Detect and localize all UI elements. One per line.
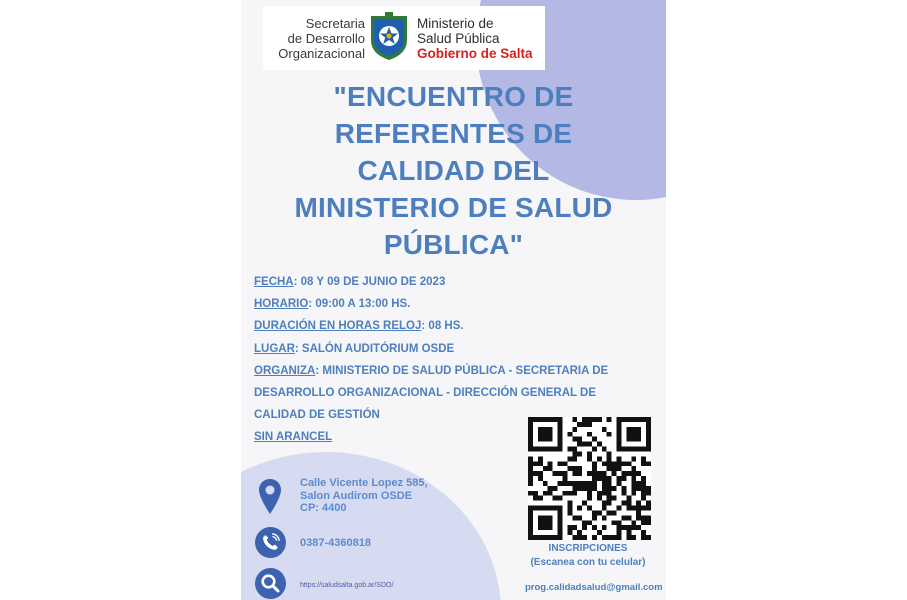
qr-module xyxy=(582,535,587,540)
fecha-value: : 08 Y 09 DE JUNIO DE 2023 xyxy=(293,276,446,288)
qr-module xyxy=(562,461,567,466)
qr-module xyxy=(617,520,622,525)
secretaria-line: Organizacional xyxy=(278,46,365,61)
qr-module xyxy=(626,535,631,540)
qr-module xyxy=(641,515,646,520)
qr-module xyxy=(607,466,612,471)
qr-module xyxy=(548,486,553,491)
qr-module xyxy=(572,481,577,486)
qr-module xyxy=(597,471,602,476)
qr-module xyxy=(602,427,607,432)
qr-module xyxy=(572,427,577,432)
qr-module xyxy=(577,530,582,535)
qr-module xyxy=(597,417,602,422)
website-link[interactable]: https://saludsalta.gob.ar/SDO/ xyxy=(300,582,394,589)
qr-module xyxy=(582,501,587,506)
ministerio-line: Ministerio de xyxy=(417,16,494,31)
qr-module xyxy=(567,466,572,471)
duracion-value: : 08 HS. xyxy=(421,320,464,333)
qr-module xyxy=(602,481,607,486)
qr-module xyxy=(597,476,602,481)
qr-module xyxy=(612,510,617,515)
qr-module xyxy=(607,491,612,496)
qr-module xyxy=(567,525,572,530)
qr-module xyxy=(528,466,533,471)
qr-module xyxy=(548,466,553,471)
qr-module xyxy=(602,491,607,496)
horario-value: : 09:00 A 13:00 HS. xyxy=(308,298,411,311)
qr-module xyxy=(538,471,543,476)
qr-module xyxy=(602,506,607,511)
qr-module xyxy=(621,461,626,466)
qr-module xyxy=(582,417,587,422)
qr-module xyxy=(582,486,587,491)
qr-module xyxy=(567,447,572,452)
qr-module xyxy=(646,520,651,525)
qr-module xyxy=(538,476,543,481)
qr-module xyxy=(587,417,592,422)
qr-module xyxy=(567,491,572,496)
qr-module xyxy=(572,451,577,456)
title-line: MINISTERIO DE SALUD xyxy=(294,192,613,223)
qr-module xyxy=(602,515,607,520)
qr-module xyxy=(572,491,577,496)
registration-qr-code xyxy=(528,417,651,540)
contact-email[interactable]: prog.calidadsalud@gmail.com xyxy=(525,582,663,593)
qr-module xyxy=(646,486,651,491)
qr-module xyxy=(631,525,636,530)
duracion-row xyxy=(254,315,654,337)
qr-module xyxy=(612,520,617,525)
qr-module xyxy=(602,525,607,530)
qr-module xyxy=(587,442,592,447)
qr-module xyxy=(592,535,597,540)
sin-arancel: SIN ARANCEL xyxy=(254,431,333,444)
title-line: CALIDAD DEL xyxy=(357,155,550,186)
phone-number: 0387-4360818 xyxy=(300,537,371,549)
qr-module xyxy=(538,461,543,466)
qr-module xyxy=(641,520,646,525)
qr-module xyxy=(636,471,641,476)
qr-module xyxy=(602,471,607,476)
qr-module xyxy=(572,471,577,476)
qr-module xyxy=(562,476,567,481)
qr-module xyxy=(597,442,602,447)
qr-module xyxy=(582,525,587,530)
duracion-label: DURACIÓN EN HORAS RELOJ xyxy=(254,320,422,333)
qr-module xyxy=(617,456,622,461)
inscripciones-title: INSCRIPCIONES xyxy=(548,543,628,554)
lugar-label: LUGAR xyxy=(254,342,295,355)
qr-module xyxy=(641,481,646,486)
qr-module xyxy=(592,471,597,476)
qr-module xyxy=(617,525,622,530)
address-line: Calle Vicente Lopez 585, xyxy=(300,477,428,489)
address-line: CP: 4400 xyxy=(300,502,347,514)
qr-module xyxy=(558,481,563,486)
qr-module xyxy=(587,486,592,491)
horario-label: HORARIO xyxy=(254,298,309,311)
qr-module xyxy=(607,481,612,486)
qr-module xyxy=(621,471,626,476)
inscripciones-block xyxy=(518,542,658,570)
qr-module xyxy=(631,471,636,476)
qr-module xyxy=(538,496,543,501)
qr-module xyxy=(597,530,602,535)
qr-module xyxy=(592,515,597,520)
title-line: "ENCUENTRO DE xyxy=(333,81,574,112)
qr-module xyxy=(533,461,538,466)
qr-module xyxy=(577,515,582,520)
location-pin-icon xyxy=(258,478,282,515)
qr-module xyxy=(631,481,636,486)
qr-module xyxy=(597,456,602,461)
qr-module xyxy=(607,535,612,540)
qr-module xyxy=(607,486,612,491)
qr-module xyxy=(636,506,641,511)
qr-module xyxy=(641,476,646,481)
qr-module xyxy=(572,515,577,520)
qr-module xyxy=(607,417,612,422)
qr-module xyxy=(592,447,597,452)
qr-module xyxy=(612,461,617,466)
qr-module xyxy=(617,481,622,486)
qr-module xyxy=(543,491,548,496)
qr-module xyxy=(607,476,612,481)
qr-module xyxy=(592,525,597,530)
event-title xyxy=(251,78,656,263)
qr-module xyxy=(631,456,636,461)
qr-module xyxy=(607,501,612,506)
qr-module xyxy=(538,515,553,530)
qr-module xyxy=(582,422,587,427)
qr-module xyxy=(572,525,577,530)
address xyxy=(300,477,428,515)
qr-module xyxy=(612,486,617,491)
qr-module xyxy=(621,476,626,481)
qr-module xyxy=(612,535,617,540)
qr-module xyxy=(553,471,558,476)
qr-module xyxy=(533,491,538,496)
secretaria-logo-text xyxy=(267,16,365,61)
qr-module xyxy=(626,525,631,530)
qr-module xyxy=(626,471,631,476)
qr-module xyxy=(528,491,533,496)
organiza-row xyxy=(254,360,654,382)
qr-module xyxy=(621,515,626,520)
qr-module xyxy=(572,437,577,442)
qr-module xyxy=(562,471,567,476)
qr-module xyxy=(582,520,587,525)
qr-module xyxy=(631,486,636,491)
fecha-label: FECHA xyxy=(254,276,294,288)
organiza-value: : MINISTERIO DE SALUD PÚBLICA - SECRETARIA DE xyxy=(315,364,609,377)
qr-module xyxy=(587,471,592,476)
qr-module xyxy=(538,456,543,461)
qr-module xyxy=(558,471,563,476)
qr-module xyxy=(577,451,582,456)
qr-module xyxy=(587,422,592,427)
qr-module xyxy=(641,496,646,501)
event-poster xyxy=(241,0,666,600)
qr-module xyxy=(626,461,631,466)
qr-module xyxy=(567,456,572,461)
qr-module xyxy=(592,466,597,471)
qr-module xyxy=(641,461,646,466)
qr-module xyxy=(528,476,533,481)
qr-module xyxy=(607,451,612,456)
qr-module xyxy=(587,496,592,501)
qr-module xyxy=(528,456,533,461)
qr-module xyxy=(592,481,597,486)
lugar-row xyxy=(254,338,654,360)
qr-module xyxy=(533,496,538,501)
qr-module xyxy=(567,506,572,511)
qr-module xyxy=(592,417,597,422)
ministerio-logo-text xyxy=(417,16,533,61)
qr-module xyxy=(587,456,592,461)
qr-module xyxy=(636,525,641,530)
qr-module xyxy=(562,481,567,486)
qr-module xyxy=(646,535,651,540)
address-line: Salon Audirom OSDE xyxy=(300,489,413,502)
qr-module xyxy=(577,471,582,476)
secretaria-line: Secretaria xyxy=(305,16,365,31)
phone-icon xyxy=(255,527,286,558)
qr-module xyxy=(646,461,651,466)
qr-module xyxy=(626,515,631,520)
qr-module xyxy=(617,530,622,535)
title-line: REFERENTES DE xyxy=(334,118,573,149)
qr-module xyxy=(621,486,626,491)
ministerio-line: Salud Pública xyxy=(417,31,500,46)
qr-module xyxy=(602,461,607,466)
qr-module xyxy=(626,427,641,442)
qr-module xyxy=(592,476,597,481)
qr-module xyxy=(641,535,646,540)
qr-module xyxy=(587,520,592,525)
search-icon xyxy=(255,568,286,599)
qr-module xyxy=(567,530,572,535)
qr-module xyxy=(553,486,558,491)
qr-module xyxy=(602,535,607,540)
inscripciones-subtitle: (Escanea con tu celular) xyxy=(530,557,646,568)
qr-module xyxy=(641,491,646,496)
qr-module xyxy=(631,535,636,540)
qr-module xyxy=(567,501,572,506)
qr-module xyxy=(621,501,626,506)
qr-module xyxy=(582,481,587,486)
qr-module xyxy=(533,471,538,476)
qr-module xyxy=(612,466,617,471)
qr-module xyxy=(602,476,607,481)
qr-module xyxy=(587,451,592,456)
qr-module xyxy=(572,456,577,461)
qr-module xyxy=(607,496,612,501)
qr-module xyxy=(562,491,567,496)
qr-module xyxy=(607,456,612,461)
qr-module xyxy=(636,481,641,486)
qr-module xyxy=(587,491,592,496)
secretaria-line: de Desarrollo xyxy=(287,31,365,46)
organiza-label: ORGANIZA xyxy=(254,364,316,377)
qr-module xyxy=(543,481,548,486)
qr-module xyxy=(567,510,572,515)
qr-module xyxy=(577,481,582,486)
qr-module xyxy=(631,491,636,496)
qr-module xyxy=(607,461,612,466)
salta-emblem-icon xyxy=(367,10,411,62)
qr-module xyxy=(587,432,592,437)
qr-module xyxy=(548,461,553,466)
title-line: PÚBLICA" xyxy=(383,229,524,260)
qr-module xyxy=(602,447,607,452)
qr-module xyxy=(592,510,597,515)
qr-module xyxy=(553,496,558,501)
qr-module xyxy=(572,486,577,491)
horario-row xyxy=(254,293,654,315)
qr-module xyxy=(582,442,587,447)
qr-module xyxy=(602,486,607,491)
qr-module xyxy=(621,491,626,496)
qr-module xyxy=(641,506,646,511)
qr-module xyxy=(577,486,582,491)
qr-module xyxy=(641,486,646,491)
qr-module xyxy=(626,530,631,535)
qr-module xyxy=(607,510,612,515)
qr-module xyxy=(528,471,533,476)
qr-module xyxy=(597,496,602,501)
qr-module xyxy=(558,461,563,466)
qr-module xyxy=(617,506,622,511)
qr-module xyxy=(587,481,592,486)
qr-module xyxy=(548,491,553,496)
qr-module xyxy=(543,466,548,471)
qr-module xyxy=(597,510,602,515)
qr-module xyxy=(572,535,577,540)
qr-module xyxy=(646,501,651,506)
qr-module xyxy=(567,432,572,437)
qr-module xyxy=(592,461,597,466)
qr-module xyxy=(572,466,577,471)
qr-module xyxy=(577,535,582,540)
qr-module xyxy=(631,506,636,511)
qr-module xyxy=(626,496,631,501)
qr-module xyxy=(641,456,646,461)
qr-module xyxy=(636,486,641,491)
qr-module xyxy=(538,427,553,442)
qr-module xyxy=(602,501,607,506)
qr-module xyxy=(631,466,636,471)
qr-module xyxy=(528,481,533,486)
qr-module xyxy=(636,510,641,515)
qr-module xyxy=(617,466,622,471)
qr-module xyxy=(577,442,582,447)
qr-module xyxy=(577,466,582,471)
qr-module xyxy=(646,491,651,496)
qr-module xyxy=(646,515,651,520)
organiza-cont-2: CALIDAD DE GESTIÓN xyxy=(254,409,380,422)
qr-module xyxy=(626,501,631,506)
qr-module xyxy=(597,491,602,496)
qr-module xyxy=(612,496,617,501)
gobierno-de-salta: Gobierno de Salta xyxy=(417,46,533,61)
qr-module xyxy=(577,422,582,427)
qr-module xyxy=(641,530,646,535)
qr-module xyxy=(626,506,631,511)
qr-module xyxy=(592,437,597,442)
qr-module xyxy=(607,432,612,437)
qr-module xyxy=(577,437,582,442)
lugar-value: : SALÓN AUDITÓRIUM OSDE xyxy=(294,342,455,355)
qr-module xyxy=(572,447,577,452)
organiza-cont-1: DESARROLLO ORGANIZACIONAL - DIRECCIÓN GENERAL DE xyxy=(254,387,597,400)
fecha-row xyxy=(254,271,654,293)
qr-module xyxy=(572,417,577,422)
qr-module xyxy=(631,520,636,525)
qr-module xyxy=(617,461,622,466)
qr-module xyxy=(528,461,533,466)
qr-module xyxy=(558,496,563,501)
qr-module xyxy=(636,501,641,506)
qr-module xyxy=(592,486,597,491)
qr-module xyxy=(577,506,582,511)
qr-module xyxy=(567,481,572,486)
qr-module xyxy=(621,525,626,530)
qr-module xyxy=(646,506,651,511)
qr-module xyxy=(617,476,622,481)
qr-module xyxy=(612,471,617,476)
qr-module xyxy=(587,506,592,511)
qr-module xyxy=(617,535,622,540)
qr-module xyxy=(631,476,636,481)
qr-module xyxy=(636,515,641,520)
